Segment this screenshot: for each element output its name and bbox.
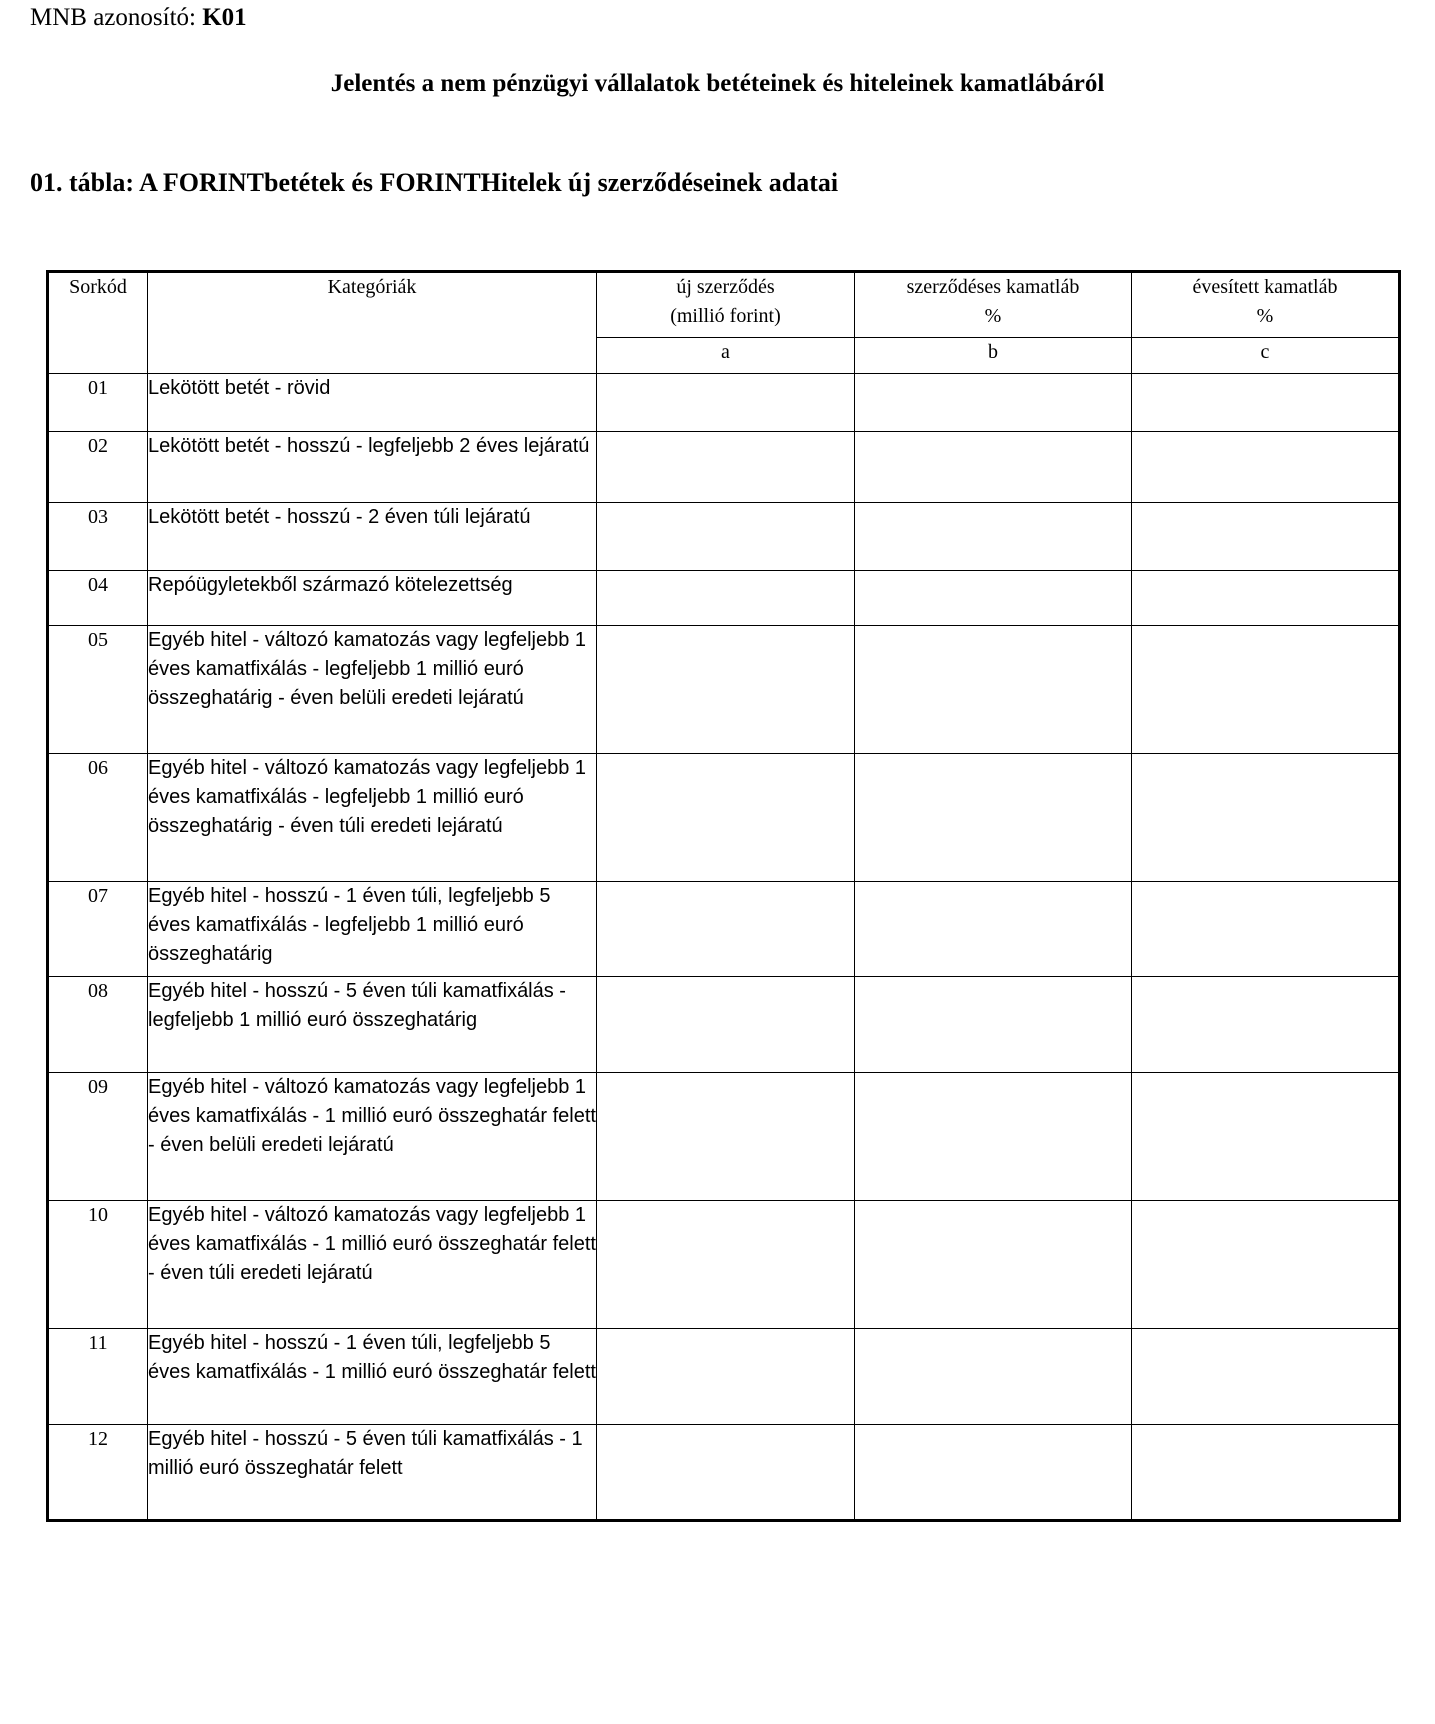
- cell-annualized-rate[interactable]: [1132, 754, 1400, 882]
- header-category: Kategóriák: [148, 272, 597, 374]
- cell-new-contract[interactable]: [597, 882, 855, 977]
- row-code: 03: [48, 503, 148, 571]
- cell-annualized-rate[interactable]: [1132, 882, 1400, 977]
- cell-annualized-rate[interactable]: [1132, 374, 1400, 432]
- mnb-identifier: [30, 4, 247, 32]
- row-category: Egyéb hitel - változó kamatozás vagy legfeljebb 1 éves kamatfixálás - 1 millió euró összeghatár felett - éven belüli eredeti lejáratú: [148, 1073, 597, 1201]
- cell-annualized-rate[interactable]: [1132, 571, 1400, 626]
- cell-contract-rate[interactable]: [855, 1425, 1132, 1521]
- cell-annualized-rate[interactable]: [1132, 977, 1400, 1073]
- cell-new-contract[interactable]: [597, 1329, 855, 1425]
- cell-contract-rate[interactable]: [855, 503, 1132, 571]
- row-code: 06: [48, 754, 148, 882]
- row-code: 12: [48, 1425, 148, 1521]
- table-row: [48, 1425, 1400, 1521]
- mnb-code: K01: [202, 4, 247, 31]
- table-row: [48, 432, 1400, 503]
- row-code: 07: [48, 882, 148, 977]
- row-category: Egyéb hitel - hosszú - 1 éven túli, legfeljebb 5 éves kamatfixálás - 1 millió euró összeghatár felett: [148, 1329, 597, 1425]
- cell-annualized-rate[interactable]: [1132, 1201, 1400, 1329]
- header-col-b: [855, 272, 1132, 338]
- cell-new-contract[interactable]: [597, 626, 855, 754]
- row-category: Repóügyletekből származó kötelezettség: [148, 571, 597, 626]
- cell-annualized-rate[interactable]: [1132, 432, 1400, 503]
- header-letter-b: b: [855, 338, 1132, 374]
- cell-contract-rate[interactable]: [855, 1329, 1132, 1425]
- cell-contract-rate[interactable]: [855, 374, 1132, 432]
- row-code: 04: [48, 571, 148, 626]
- row-category: Lekötött betét - hosszú - 2 éven túli lejáratú: [148, 503, 597, 571]
- table-row: [48, 882, 1400, 977]
- cell-contract-rate[interactable]: [855, 1201, 1132, 1329]
- report-table: [46, 270, 1401, 1522]
- row-category: Lekötött betét - hosszú - legfeljebb 2 éves lejáratú: [148, 432, 597, 503]
- row-category: Egyéb hitel - hosszú - 5 éven túli kamatfixálás - legfeljebb 1 millió euró összeghatárig: [148, 977, 597, 1073]
- table-row: [48, 503, 1400, 571]
- cell-new-contract[interactable]: [597, 1201, 855, 1329]
- header-col-c-line1: évesített kamatláb: [1192, 276, 1338, 298]
- header-code: Sorkód: [48, 272, 148, 374]
- row-code: 05: [48, 626, 148, 754]
- cell-new-contract[interactable]: [597, 754, 855, 882]
- row-category: Lekötött betét - rövid: [148, 374, 597, 432]
- row-category: Egyéb hitel - hosszú - 1 éven túli, legfeljebb 5 éves kamatfixálás - legfeljebb 1 millió euró összeghatárig: [148, 882, 597, 977]
- cell-new-contract[interactable]: [597, 432, 855, 503]
- header-col-c-line2: %: [1256, 305, 1274, 327]
- header-letter-c: c: [1132, 338, 1400, 374]
- row-code: 10: [48, 1201, 148, 1329]
- row-code: 02: [48, 432, 148, 503]
- header-col-c: [1132, 272, 1400, 338]
- cell-contract-rate[interactable]: [855, 432, 1132, 503]
- cell-new-contract[interactable]: [597, 977, 855, 1073]
- mnb-label: MNB azonosító:: [30, 4, 196, 31]
- header-col-a-line1: új szerződés: [676, 276, 775, 298]
- row-category: Egyéb hitel - hosszú - 5 éven túli kamatfixálás - 1 millió euró összeghatár felett: [148, 1425, 597, 1521]
- cell-annualized-rate[interactable]: [1132, 503, 1400, 571]
- cell-contract-rate[interactable]: [855, 1073, 1132, 1201]
- header-col-a: [597, 272, 855, 338]
- cell-new-contract[interactable]: [597, 571, 855, 626]
- table-row: [48, 374, 1400, 432]
- header-col-b-line2: %: [984, 305, 1002, 327]
- header-col-a-line2: (millió forint): [670, 305, 781, 327]
- cell-annualized-rate[interactable]: [1132, 1073, 1400, 1201]
- cell-annualized-rate[interactable]: [1132, 1425, 1400, 1521]
- table-title: 01. tábla: A FORINTbetétek és FORINTHitelek új szerződéseinek adatai: [30, 168, 839, 197]
- cell-contract-rate[interactable]: [855, 882, 1132, 977]
- row-category: Egyéb hitel - változó kamatozás vagy legfeljebb 1 éves kamatfixálás - 1 millió euró összeghatár felett - éven túli eredeti lejáratú: [148, 1201, 597, 1329]
- table-row: [48, 626, 1400, 754]
- cell-contract-rate[interactable]: [855, 626, 1132, 754]
- cell-new-contract[interactable]: [597, 503, 855, 571]
- table-row: [48, 977, 1400, 1073]
- row-code: 01: [48, 374, 148, 432]
- cell-new-contract[interactable]: [597, 374, 855, 432]
- table-row: [48, 571, 1400, 626]
- cell-new-contract[interactable]: [597, 1425, 855, 1521]
- cell-contract-rate[interactable]: [855, 571, 1132, 626]
- row-code: 08: [48, 977, 148, 1073]
- cell-contract-rate[interactable]: [855, 754, 1132, 882]
- document-title: Jelentés a nem pénzügyi vállalatok betéteinek és hiteleinek kamatlábáról: [330, 70, 1105, 97]
- cell-annualized-rate[interactable]: [1132, 1329, 1400, 1425]
- row-category: Egyéb hitel - változó kamatozás vagy legfeljebb 1 éves kamatfixálás - legfeljebb 1 millió euró összeghatárig - éven túli eredeti lejáratú: [148, 754, 597, 882]
- row-code: 09: [48, 1073, 148, 1201]
- row-category: Egyéb hitel - változó kamatozás vagy legfeljebb 1 éves kamatfixálás - legfeljebb 1 millió euró összeghatárig - éven belüli eredeti lejáratú: [148, 626, 597, 754]
- header-col-b-line1: szerződéses kamatláb: [906, 276, 1080, 298]
- cell-new-contract[interactable]: [597, 1073, 855, 1201]
- header-letter-a: a: [597, 338, 855, 374]
- cell-contract-rate[interactable]: [855, 977, 1132, 1073]
- table-row: [48, 1329, 1400, 1425]
- table-row: [48, 754, 1400, 882]
- table-row: [48, 1201, 1400, 1329]
- row-code: 11: [48, 1329, 148, 1425]
- cell-annualized-rate[interactable]: [1132, 626, 1400, 754]
- table-row: [48, 1073, 1400, 1201]
